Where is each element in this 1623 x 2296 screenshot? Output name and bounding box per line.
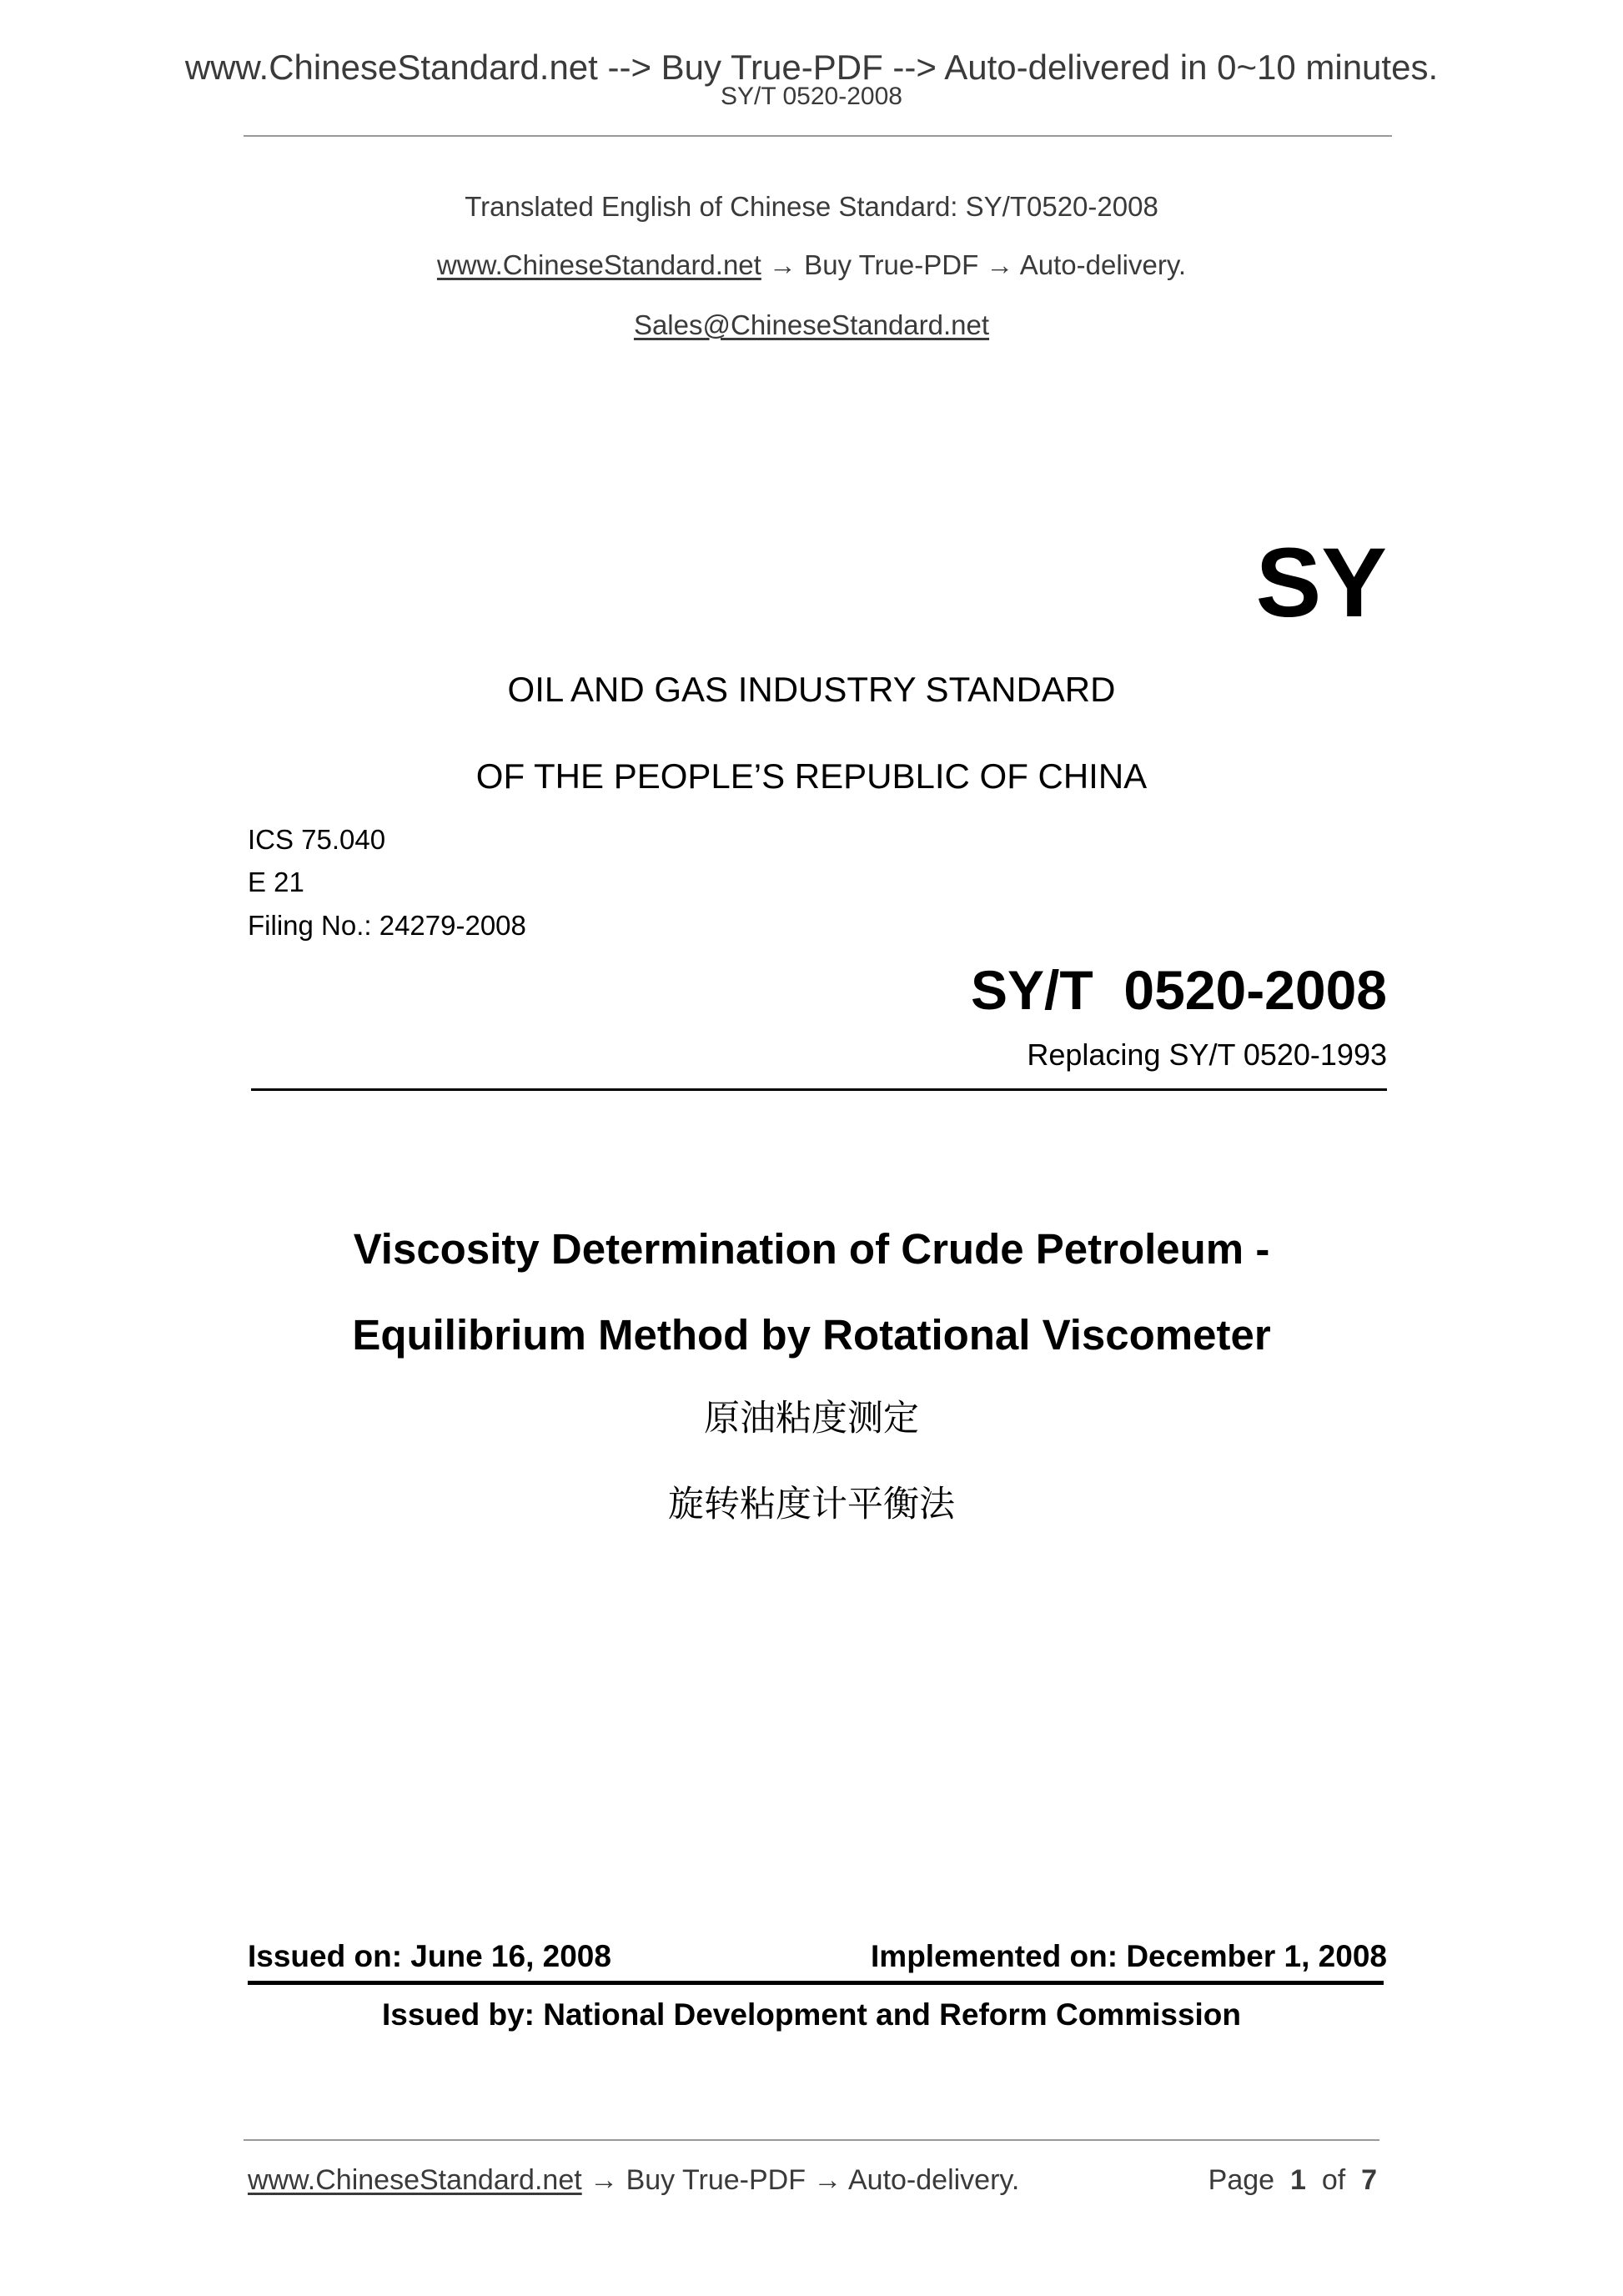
code-divider	[251, 1088, 1387, 1091]
standard-code: SY/T 0520-2008	[971, 959, 1387, 1021]
issued-on: Issued on: June 16, 2008	[248, 1939, 611, 1973]
footer-site-link[interactable]: www.ChineseStandard.net	[248, 2164, 582, 2196]
footer-buy-line	[248, 2166, 1019, 2194]
page-label: Page	[1208, 2164, 1275, 2196]
email-line	[0, 311, 1623, 339]
header-divider	[244, 135, 1392, 137]
implemented-on: Implemented on: December 1, 2008	[871, 1939, 1387, 1973]
of-label: of	[1321, 2164, 1346, 2196]
chinese-title-1: 原油粘度测定	[704, 1399, 919, 1439]
dates-divider	[248, 1981, 1384, 1985]
footer-divider	[244, 2139, 1379, 2141]
chinese-title-2: 旋转粘度计平衡法	[668, 1485, 955, 1525]
header-banner: www.ChineseStandard.net --> Buy True-PDF --> Auto-delivered in 0~10 minutes.	[184, 48, 1439, 87]
replacing-note: Replacing SY/T 0520-1993	[1027, 1037, 1387, 1072]
page-number: 1	[1289, 2164, 1306, 2196]
page-indicator	[1208, 2166, 1377, 2194]
title-line-1: Viscosity Determination of Crude Petroleum -	[353, 1225, 1270, 1273]
sy-logo: SY	[1255, 528, 1387, 638]
ics-code: ICS 75.040	[248, 824, 386, 855]
buy-line	[0, 251, 1623, 279]
site-link[interactable]: www.ChineseStandard.net	[436, 249, 761, 280]
org-line-2: OF THE PEOPLE’S REPUBLIC OF CHINA	[475, 756, 1148, 796]
buy-text: → Buy True-PDF → Auto-delivery.	[761, 249, 1187, 280]
ccs-code: E 21	[248, 867, 304, 897]
footer-buy-text: → Buy True-PDF → Auto-delivery.	[581, 2164, 1020, 2196]
email-link[interactable]: Sales@ChineseStandard.net	[633, 309, 990, 340]
translated-note: Translated English of Chinese Standard: SY/T0520-2008	[465, 191, 1158, 222]
org-line-1: OIL AND GAS INDUSTRY STANDARD	[507, 670, 1116, 709]
title-line-2: Equilibrium Method by Rotational Viscometer	[352, 1311, 1271, 1359]
filing-number: Filing No.: 24279-2008	[248, 910, 526, 941]
page-total: 7	[1361, 2164, 1377, 2196]
issued-by: Issued by: National Development and Reform Commission	[381, 1997, 1242, 2032]
running-code: SY/T 0520-2008	[721, 83, 902, 110]
